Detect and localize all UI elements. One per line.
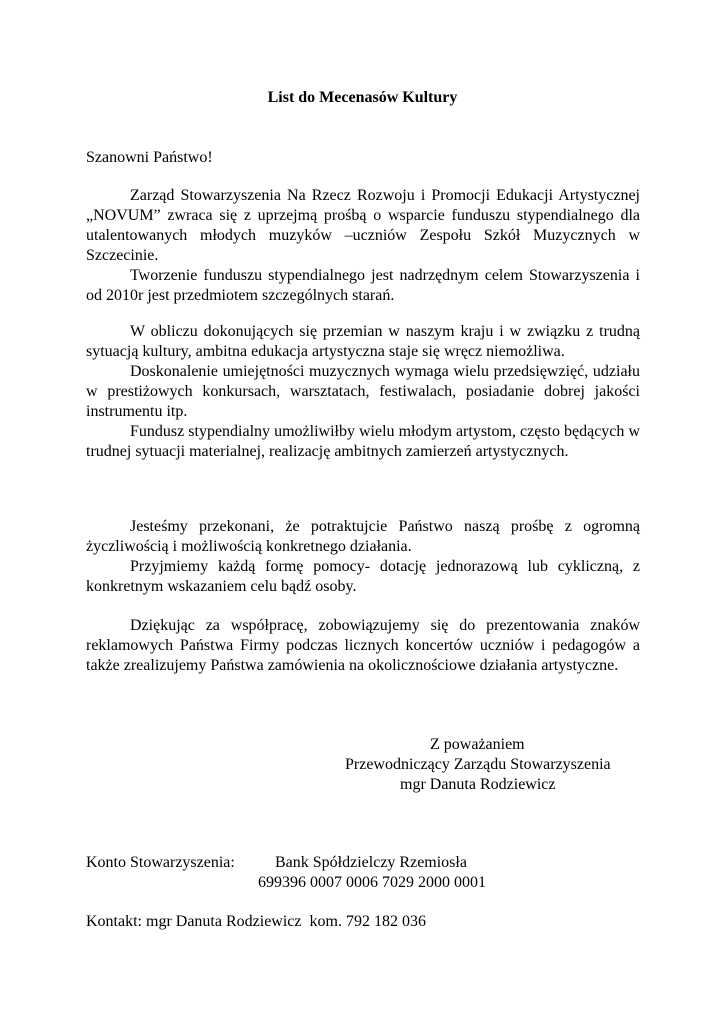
paragraph-group-3	[86, 517, 640, 597]
paragraph: W obliczu dokonujących się przemian w naszym kraju i w związku z trudną sytuacją kultury, ambitna edukacja artystyczna staje się wręcz niemożliwa.	[86, 323, 640, 360]
paragraph-group-1	[86, 186, 640, 306]
paragraph: Doskonalenie umiejętności muzycznych wymaga wielu przedsięwzięć, udziału w prestiżowych konkursach, warsztatach, festiwalach, posiadanie dobrej jakości instrumentu itp.	[86, 363, 640, 420]
paragraph: Dziękując za współpracę, zobowiązujemy się do prezentowania znaków reklamowych Państwa Firmy podczas licznych koncertów uczniów i pedagogów a także zrealizujemy Państwa zamówienia na okolicznościowe działania artystyczne.	[86, 617, 640, 674]
paragraph: Jesteśmy przekonani, że potraktujcie Państwo naszą prośbę z ogromną życzliwością i możliwością konkretnego działania.	[86, 518, 640, 555]
paragraph: Tworzenie funduszu stypendialnego jest nadrzędnym celem Stowarzyszenia i od 2010r jest przedmiotem szczególnych starań.	[86, 267, 640, 304]
letter-title: List do Mecenasów Kultury	[267, 89, 458, 106]
signature-role: Przewodniczący Zarządu Stowarzyszenia	[345, 756, 611, 773]
account-number: 699396 0007 0006 7029 2000 0001	[258, 874, 486, 891]
paragraph: Przyjmiemy każdą formę pomocy- dotację jednorazową lub cykliczną, z konkretnym wskazaniem celu bądź osoby.	[86, 558, 640, 595]
salutation: Szanowni Państwo!	[86, 149, 213, 166]
paragraph-group-2	[86, 322, 640, 462]
paragraph: Zarząd Stowarzyszenia Na Rzecz Rozwoju i Promocji Edukacji Artystycznej „NOVUM” zwraca się z uprzejmą prośbą o wsparcie funduszu stypendialnego dla utalentowanych młodych muzyków –uczniów Zespołu Szkół Muzycznych w Szczecinie.	[86, 187, 640, 264]
contact-line: Kontakt: mgr Danuta Rodziewicz kom. 792 182 036	[86, 913, 426, 930]
paragraph-group-4	[86, 616, 640, 676]
paragraph: Fundusz stypendialny umożliwiłby wielu młodym artystom, często będących w trudnej sytuacji materialnej, realizację ambitnych zamierzeń artystycznych.	[86, 423, 640, 460]
bank-name: Bank Spółdzielczy Rzemiosła	[275, 854, 467, 871]
signature-closing: Z poważaniem	[430, 736, 525, 753]
signature-name: mgr Danuta Rodziewicz	[400, 776, 556, 793]
account-label: Konto Stowarzyszenia:	[86, 854, 235, 871]
